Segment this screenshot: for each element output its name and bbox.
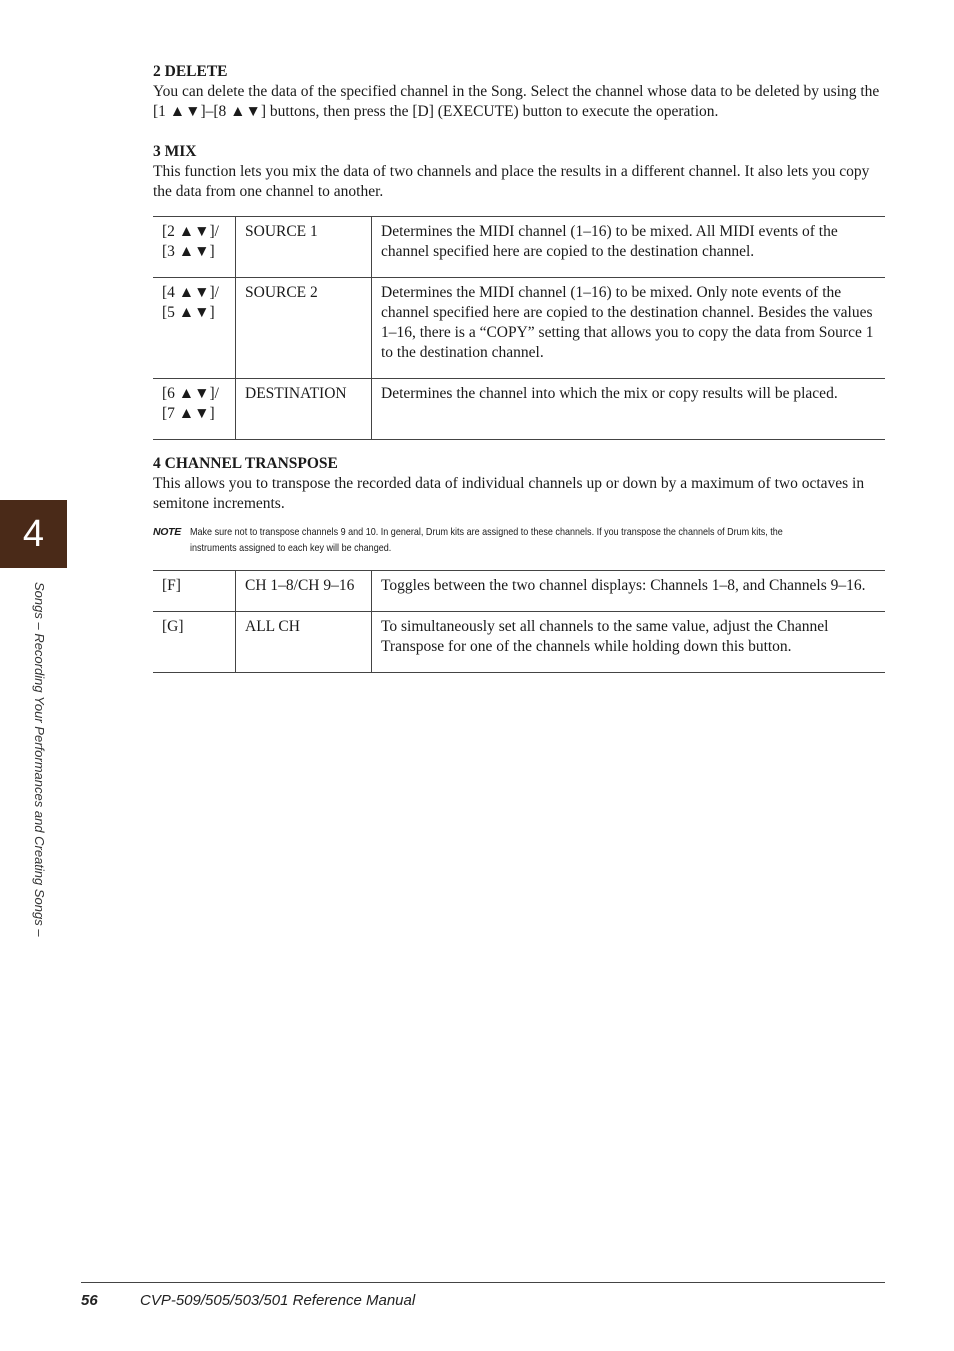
transpose-parameter-table: [153, 570, 885, 673]
main-content: [153, 62, 885, 673]
note-label: NOTE: [153, 526, 181, 538]
table-cell-description: Determines the MIDI channel (1–16) to be mixed. Only note events of the channel specified here are copied to the destination channel. Besides the values 1–16, there is a “COPY” setting that allows you to copy the data from Source 1 to the destination channel.: [372, 278, 886, 379]
table-cell-buttons: [F]: [153, 571, 236, 612]
table-row: [153, 571, 885, 612]
table-cell-buttons: [6 ▲▼]/ [7 ▲▼]: [153, 379, 236, 440]
table-row: [153, 217, 885, 278]
table-cell-description: Determines the MIDI channel (1–16) to be mixed. All MIDI events of the channel specified here are copied to the destination channel.: [372, 217, 886, 278]
table-row: [153, 278, 885, 379]
table-row: [153, 379, 885, 440]
table-cell-description: To simultaneously set all channels to the same value, adjust the Channel Transpose for one of the channels while holding down this button.: [372, 612, 886, 673]
section-body-transpose: This allows you to transpose the recorded data of individual channels up or down by a maximum of two octaves in semitone increments.: [153, 475, 865, 512]
table-cell-buttons: [2 ▲▼]/ [3 ▲▼]: [153, 217, 236, 278]
note-box: [153, 524, 885, 556]
table-cell-name: SOURCE 1: [236, 217, 372, 278]
manual-title: CVP-509/505/503/501 Reference Manual: [140, 1292, 416, 1309]
mix-parameter-table: [153, 216, 885, 440]
section-body-mix: This function lets you mix the data of two channels and place the results in a different channel. It also lets you copy the data from one channel to another.: [153, 163, 870, 200]
table-cell-description: Toggles between the two channel displays: Channels 1–8, and Channels 9–16.: [372, 571, 886, 612]
table-cell-buttons: [4 ▲▼]/ [5 ▲▼]: [153, 278, 236, 379]
table-cell-name: CH 1–8/CH 9–16: [236, 571, 372, 612]
table-cell-description: Determines the channel into which the mix or copy results will be placed.: [372, 379, 886, 440]
section-heading-mix: 3 MIX: [153, 143, 197, 160]
table-cell-name: DESTINATION: [236, 379, 372, 440]
section-heading-transpose: 4 CHANNEL TRANSPOSE: [153, 455, 338, 472]
table-cell-name: SOURCE 2: [236, 278, 372, 379]
table-cell-name: ALL CH: [236, 612, 372, 673]
page-footer: [81, 1292, 415, 1309]
note-text: Make sure not to transpose channels 9 and 10. In general, Drum kits are assigned to these channels. If you transpose the channels of Drum kits, the instruments assigned to each key will be changed.: [190, 526, 783, 554]
page-number: 56: [81, 1292, 98, 1309]
section-body-delete: You can delete the data of the specified channel in the Song. Select the channel whose data to be deleted by using the [1 ▲▼]–[8 ▲▼] buttons, then press the [D] (EXECUTE) button to execute the operation.: [153, 83, 880, 120]
table-row: [153, 612, 885, 673]
chapter-side-title: Songs – Recording Your Performances and Creating Songs –: [32, 582, 47, 937]
chapter-tab: 4: [0, 500, 67, 568]
table-cell-buttons: [G]: [153, 612, 236, 673]
footer-divider: [81, 1282, 885, 1283]
section-heading-delete: 2 DELETE: [153, 63, 228, 80]
